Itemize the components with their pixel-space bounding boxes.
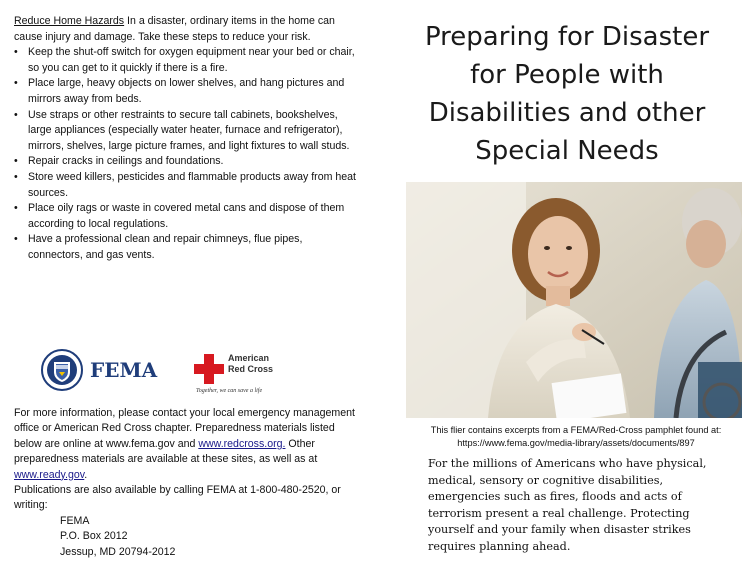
bullet-icon: • bbox=[14, 77, 18, 90]
ready-gov-link[interactable]: www.ready.gov bbox=[14, 468, 85, 481]
bullet-icon: • bbox=[14, 170, 18, 183]
list-item-text: Repair cracks in ceilings and foundations. bbox=[28, 155, 224, 168]
home-hazards-section bbox=[14, 14, 360, 264]
hazards-intro-paragraph bbox=[14, 14, 360, 45]
list-item bbox=[14, 76, 360, 107]
logos-row bbox=[40, 346, 290, 396]
address-line-2: P.O. Box 2012 bbox=[60, 530, 128, 543]
fema-logo-text: FEMA bbox=[90, 358, 158, 382]
contact-text-2: Other preparedness materials are available at these sites, as well as at bbox=[14, 437, 318, 466]
list-item bbox=[14, 170, 360, 201]
list-item-text: Place large, heavy objects on lower shelves, and hang pictures and mirrors away from beds. bbox=[28, 77, 345, 105]
bullet-icon: • bbox=[14, 202, 18, 215]
red-cross-tagline: Together, we can save a life bbox=[196, 388, 263, 394]
fema-logo bbox=[40, 348, 162, 392]
contact-section bbox=[14, 406, 360, 560]
list-item bbox=[14, 201, 360, 232]
list-item bbox=[14, 45, 360, 76]
redcross-link[interactable]: www.redcross.org. bbox=[198, 437, 286, 450]
title-line: Disabilities and other bbox=[428, 98, 706, 128]
list-item-text: Use straps or other restraints to secure tall cabinets, bookshelves, large appliances (especially water heater, furnace and refrigerator), mirrors, shelves, large picture frames, and light fixtures to wall studs. bbox=[28, 108, 350, 152]
photo-caption bbox=[408, 424, 744, 449]
hazards-heading: Reduce Home Hazards bbox=[14, 15, 125, 27]
bullet-icon: • bbox=[14, 155, 18, 168]
title-line: Special Needs bbox=[475, 136, 659, 166]
red-cross-name-line1: American bbox=[228, 353, 270, 363]
bullet-icon: • bbox=[14, 233, 18, 246]
cover-body-text: For the millions of Americans who have physical, medical, sensory or cognitive disabilities, emergencies such as fires, floods and acts of terrorism present a real challenge. Protecting yourself and your family when disaster strikes requires planning ahead. bbox=[428, 457, 707, 553]
contact-text: For more information, please contact your local emergency management office or American Red Cross chapter. Preparedness materials listed below are online at www.fema.gov and bbox=[14, 407, 355, 450]
list-item-text: Keep the shut-off switch for oxygen equipment near your bed or chair, so you can get to it quickly if there is a fire. bbox=[28, 46, 355, 74]
list-item-text: Place oily rags or waste in covered metal cans and dispose of them according to local regulations. bbox=[28, 202, 345, 230]
hazards-intro: In a disaster, ordinary items in the home can cause injury and damage. Take these steps to reduce your risk. bbox=[14, 15, 335, 43]
title-line: for People with bbox=[470, 60, 664, 90]
list-item bbox=[14, 232, 360, 263]
caption-url: https://www.fema.gov/media-library/assets/documents/897 bbox=[457, 437, 695, 448]
bullet-icon: • bbox=[14, 46, 18, 59]
red-cross-name-line2: Red Cross bbox=[228, 364, 274, 374]
american-red-cross-logo bbox=[194, 348, 290, 394]
contact-text-3: . bbox=[84, 468, 88, 481]
cover-title bbox=[396, 18, 738, 170]
publications-paragraph: Publications are also available by calling FEMA at 1-800-480-2520, or writing: bbox=[14, 484, 341, 512]
bullet-icon: • bbox=[14, 108, 18, 121]
hazards-list bbox=[14, 45, 360, 263]
caption-line-1: This flier contains excerpts from a FEMA/Red-Cross pamphlet found at: bbox=[430, 425, 722, 435]
cover-photo bbox=[406, 182, 742, 418]
address-line-3: Jessup, MD 20794-2012 bbox=[60, 545, 176, 558]
address-line-1: FEMA bbox=[60, 514, 90, 527]
contact-paragraph bbox=[14, 406, 360, 483]
cover-panel bbox=[396, 0, 756, 576]
list-item-text: Have a professional clean and repair chimneys, flue pipes, connectors, and gas vents. bbox=[28, 233, 303, 261]
list-item-text: Store weed killers, pesticides and flammable products away from heat sources. bbox=[28, 170, 356, 199]
title-line: Preparing for Disaster bbox=[424, 22, 710, 52]
list-item bbox=[14, 154, 360, 170]
list-item bbox=[14, 108, 360, 155]
left-panel bbox=[14, 14, 360, 264]
